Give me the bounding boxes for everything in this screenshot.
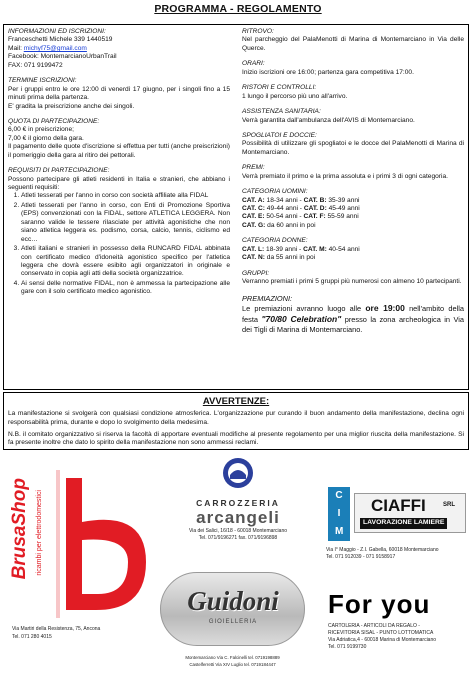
guidoni-sub: GIOIELLERIA: [208, 619, 258, 625]
premi-section: [242, 164, 464, 181]
foryou-line4: Tel. 071 9199730: [328, 644, 367, 650]
cat-range: da 60 anni in poi: [265, 221, 316, 229]
guidoni-name: Guidoni: [187, 586, 279, 616]
guidoni-line1: Montemarciano Via C. Falcinelli tel. 0719198889: [185, 655, 280, 660]
cat-label: CAT. B:: [303, 196, 327, 204]
prem-time: ore 19:00: [365, 302, 405, 313]
prem-festa: "70/80 Celebration": [261, 313, 342, 324]
brusashop-sub: ricambi per elettrodomestici: [36, 490, 43, 576]
info-line: FAX: 071 9199472: [8, 61, 63, 69]
cat-label: CAT. F:: [303, 213, 326, 221]
category-row: [242, 254, 464, 262]
premi-heading: PREMI:: [242, 164, 265, 172]
mail-link[interactable]: michyf75@gmail.com: [23, 44, 87, 52]
cat-range: 45-49 anni: [326, 205, 360, 212]
guidoni-line2: Castelferretti Via XIV Luglio tel. 0719184447: [189, 662, 276, 667]
cat-label: CAT. D:: [303, 205, 327, 212]
arcangeli-name: arcangeli: [196, 508, 280, 528]
foryou-line2: RICEVITORIA SISAL - PUNTO LOTTOMATICA: [328, 630, 434, 636]
sponsor-guidoni: [150, 568, 315, 676]
ritrovo-section: [242, 28, 464, 53]
category-row: [242, 246, 464, 254]
ciaffi-name: CIAFFI: [371, 496, 426, 515]
cat-range: 18-39 anni -: [264, 245, 304, 253]
prem-text: Le premiazioni avranno luogo alle: [242, 303, 366, 313]
list-item: 2. Atleti tesserati per l'anno in corso, con Enti di Promozione Sportiva (EPS) convenzionati con la FIDAL, settore ATLETICA LEGGERA. Non saranno valide le tessere rilasciate per attività agonistiche che non siano atletica leggera es. podismo, corsa, calcio, tennis, ciclismo ed ecc…: [21, 202, 230, 244]
avvertenze-p2: N.B. il comitato organizzativo si riserva la facoltà di apportare eventuali modifiche al presente regolamento per una miglior riuscita della manifestazione. Si fa presente inoltre che dato lo spirito della manifestazione non sono ammessi reclami.: [8, 431, 464, 447]
sponsor-foryou: [322, 590, 472, 670]
info-section: [8, 28, 230, 70]
arcangeli-phone: Tel. 071/9196271 fax. 071/9196898: [198, 534, 278, 541]
quota-section: [8, 118, 230, 160]
cat-donne-section: [242, 237, 464, 262]
category-row: [242, 222, 464, 230]
requisiti-section: [8, 167, 230, 297]
left-column: [8, 28, 230, 304]
requisiti-list: [8, 192, 230, 296]
ristori-heading: RISTORI E CONTROLLI:: [242, 84, 317, 92]
cat-label: CAT. G:: [242, 221, 266, 229]
brusashop-name: BrusaShop: [9, 478, 30, 580]
ciaffi-address: Via I° Maggio - Z.I. Gabella, 60018 Montemarciano: [326, 547, 439, 553]
list-item: 4. Ai sensi delle normative FIDAL, non è ammessa la partecipazione alle gare con il solo certificato medico agonistico.: [21, 280, 230, 297]
cat-label: CAT. C:: [242, 205, 265, 212]
sponsor-brusashop: [6, 470, 156, 645]
cat-range: 18-34 anni -: [264, 196, 304, 204]
cat-range: da 55 anni in poi: [264, 254, 316, 262]
brusashop-phone: Tel. 071 280 4015: [12, 634, 52, 640]
foryou-line3: Via Adriatica,4 - 60018 Marina di Montemarciano: [328, 637, 437, 643]
cat-range: 55-59 anni: [325, 213, 359, 221]
termine-section: [8, 77, 230, 111]
cat-range: 35-39 anni: [326, 196, 360, 204]
quota-line: 7,00 € il giorno della gara.: [8, 134, 84, 142]
avvertenze-p1: La manifestazione si svolgerà con qualsiasi condizione atmosferica. L'organizzazione pur curando il buon andamento della manifestazione, declina ogni responsabilità prima, durante e dopo lo svolgimento della medesima.: [8, 410, 464, 426]
cat-label: CAT. E:: [242, 213, 265, 221]
ciaffi-phone: Tel. 071 912039 - 071 9158917: [326, 554, 396, 560]
premi-text: Verrà premiato il primo e la prima assoluta e i primi 3 di ogni categoria.: [242, 172, 448, 180]
cat-uomini-section: [242, 188, 464, 230]
ciaffi-srl: SRL: [443, 502, 455, 508]
termine-note: E' gradita la preiscrizione anche dei singoli.: [8, 102, 135, 110]
ristori-text: 1 lungo il percorso più uno all'arrivo.: [242, 92, 348, 100]
assistenza-heading: ASSISTENZA SANITARIA:: [242, 108, 321, 116]
arcangeli-logo-icon: [168, 455, 308, 495]
gruppi-heading: GRUPPI:: [242, 269, 270, 277]
avvertenze-box: [3, 392, 469, 450]
termine-heading: TERMINE ISCRIZIONI:: [8, 77, 77, 85]
gruppi-text: Verranno premiati i primi 5 gruppi più numerosi con almeno 10 partecipanti.: [242, 278, 462, 286]
cat-range: 49-44 anni -: [264, 205, 304, 212]
sponsor-ciaffi: [322, 487, 472, 577]
requisiti-intro: Possono partecipare gli atleti residenti in Italia e stranieri, che abbiano i seguenti requisiti:: [8, 175, 230, 191]
arcangeli-address: Via dei Salici, 16/18 - 60018 Montemarciano: [188, 528, 288, 535]
cat-label: CAT. N:: [242, 254, 265, 262]
category-row: [242, 213, 464, 221]
cat-label: CAT. M:: [303, 245, 327, 253]
sponsor-arcangeli: [168, 455, 308, 555]
orari-section: [242, 60, 464, 77]
quota-text: Il pagamento delle quote d'iscrizione si effettua per tutti (anche preiscrizioni) il pomeriggio della gara al ritiro dei pettorali.: [8, 143, 230, 159]
list-item: 3. Atleti italiani e stranieri in possesso della RUNCARD FIDAL abbinata con certificato medico d'idoneità agonistico specifico per l'atletica leggera che dovrà essere esibito agli organizzatori in originale e conservato in copia agli atti della società organizzatrice.: [21, 245, 230, 279]
regolamento-box: [3, 24, 469, 390]
prem-text: nell'ambito della festa: [242, 303, 464, 324]
cat-range: 50-54 anni -: [264, 213, 304, 221]
foryou-name: For you: [328, 589, 431, 619]
mail-label: Mail:: [8, 44, 24, 52]
quota-heading: QUOTA DI PARTECIPAZIONE:: [8, 117, 100, 125]
cat-uomini-heading: CATEGORIA UOMINI:: [242, 188, 308, 196]
ritrovo-text: Nel parcheggio del PalaMenotti di Marina di Montemarciano in Via delle Querce.: [242, 36, 464, 52]
cat-range: 40-54 anni: [326, 245, 360, 253]
ristori-section: [242, 84, 464, 101]
info-line: Facebook: MontemarcianoUrbanTrail: [8, 53, 117, 61]
ciaffi-sub: LAVORAZIONE LAMIERE: [360, 518, 447, 529]
spogliatoi-section: [242, 132, 464, 157]
spogliatoi-heading: SPOGLIATOI E DOCCIE:: [242, 131, 317, 139]
gruppi-section: [242, 270, 464, 287]
category-row: [242, 197, 464, 205]
premiazioni-text: [242, 303, 464, 334]
quota-line: 6,00 € in preiscrizione;: [8, 126, 74, 134]
page-title: PROGRAMMA - REGOLAMENTO: [154, 3, 322, 15]
premiazioni-heading: PREMIAZIONI:: [242, 293, 293, 303]
premiazioni-section: [242, 294, 464, 335]
avvertenze-heading: AVVERTENZE:: [202, 396, 270, 407]
ritrovo-heading: RITROVO:: [242, 28, 274, 35]
list-item: 1. Atleti tesserati per l'anno in corso con società affiliate alla FIDAL: [21, 192, 230, 200]
termine-text: Per i gruppi entro le ore 12:00 di venerdì 17 giugno, per i singoli fino a 15 minuti prima della partenza.: [8, 85, 230, 102]
assistenza-section: [242, 108, 464, 125]
cat-donne-heading: CATEGORIA DONNE:: [242, 237, 308, 245]
orari-heading: ORARI:: [242, 60, 265, 68]
prem-text: presso la zona archeologica in Via dei Tigli di Marina di Montemarciano.: [242, 314, 464, 334]
cat-label: CAT. L:: [242, 245, 265, 253]
category-row: [242, 205, 464, 213]
ciaffi-cim-text: CIM: [335, 490, 344, 537]
right-column: [242, 28, 464, 341]
foryou-line1: CARTOLERIA - ARTICOLI DA REGALO -: [328, 623, 420, 629]
assistenza-text: Verrà garantita dall'ambulanza dell'AVIS di Montemarciano.: [242, 116, 415, 124]
ciaffi-panel: [354, 493, 466, 533]
requisiti-heading: REQUISITI DI PARTECIPAZIONE:: [8, 167, 110, 175]
arcangeli-line1: CARROZZERIA: [196, 498, 280, 509]
info-heading: INFORMAZIONI ED ISCRIZIONI:: [8, 28, 106, 35]
ciaffi-cim-mark: [328, 487, 350, 541]
info-line: Franceschetti Michele 339 1440519: [8, 36, 113, 44]
brusashop-address: Via Martiri della Resistenza, 75, Ancona: [12, 626, 101, 632]
cat-label: CAT. A:: [242, 196, 265, 204]
spogliatoi-text: Possibilità di utilizzare gli spogliatoi e le docce del PalaMenotti di Marina di Montemarciano.: [242, 140, 464, 156]
info-mail-line: [8, 45, 230, 53]
orari-text: Inizio iscrizioni ore 16:00; partenza gara competitiva 17:00.: [242, 68, 414, 76]
